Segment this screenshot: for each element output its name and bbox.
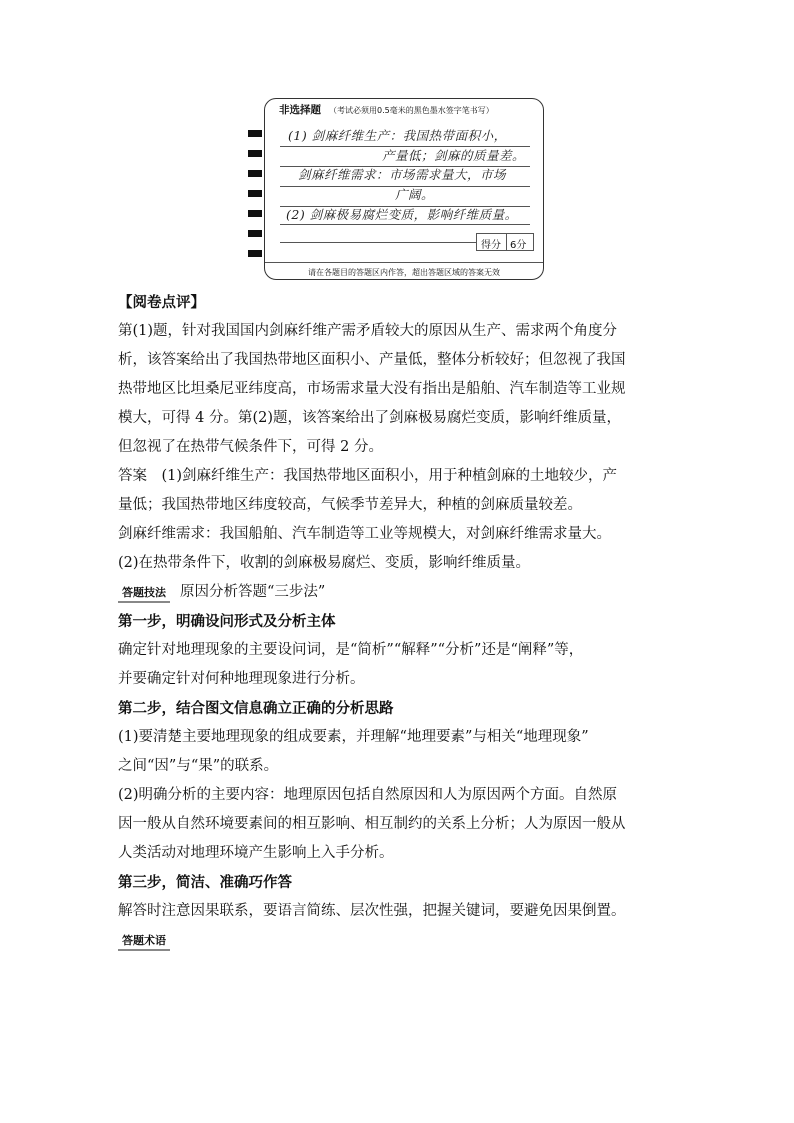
sheet-header bbox=[279, 102, 494, 117]
alignment-mark bbox=[248, 230, 262, 237]
sheet-title: 非选择题 bbox=[279, 104, 321, 116]
score-box bbox=[476, 233, 534, 251]
step3-line: 解答时注意因果联系，要语言简练、层次性强，把握关键词，要避免因果倒置。 bbox=[118, 903, 626, 919]
review-line: 热带地区比坦桑尼亚纬度高，市场需求量大没有指出是船舶、汽车制造等工业规 bbox=[118, 381, 626, 397]
score-divider bbox=[506, 234, 507, 250]
answer-line: 剑麻纤维需求：我国船舶、汽车制造等工业等规模大，对剑麻纤维需求量大。 bbox=[118, 526, 611, 542]
step2-line: (1)要清楚主要地理现象的组成要素，并理解“地理要素”与相关“地理现象” bbox=[118, 729, 589, 745]
method-title: 原因分析答题“三步法” bbox=[180, 584, 326, 600]
term-tag: 答题术语 bbox=[118, 933, 170, 951]
step3-title: 第三步，简洁、准确巧作答 bbox=[118, 874, 292, 891]
step1-line: 确定针对地理现象的主要设问词，是“简析”“解释”“分析”还是“阐释”等， bbox=[118, 642, 584, 658]
step2-title: 第二步，结合图文信息确立正确的分析思路 bbox=[118, 700, 394, 717]
term-heading bbox=[118, 926, 678, 955]
review-line: 第(1)题，针对我国国内剑麻纤维产需矛盾较大的原因从生产、需求两个角度分 bbox=[118, 323, 618, 339]
review-heading: 【阅卷点评】 bbox=[118, 294, 205, 311]
method-heading bbox=[118, 578, 678, 607]
review-line: 模大，可得 4 分。第(2)题，该答案给出了剑麻极易腐烂变质，影响纤维质量， bbox=[118, 410, 621, 426]
review-line: 析，该答案给出了我国热带地区面积小、产量低，整体分析较好；但忽视了我国 bbox=[118, 352, 626, 368]
alignment-mark bbox=[248, 210, 262, 217]
step2-line: (2)明确分析的主要内容：地理原因包括自然原因和人为原因两个方面。自然原 bbox=[118, 787, 618, 803]
alignment-mark bbox=[248, 130, 262, 137]
ruled-line bbox=[280, 242, 476, 243]
method-tag: 答题技法 bbox=[118, 585, 170, 603]
alignment-mark bbox=[248, 190, 262, 197]
step2-line: 之间“因”与“果”的联系。 bbox=[118, 758, 279, 774]
step2-line: 人类活动对地理环境产生影响上入手分析。 bbox=[118, 845, 394, 861]
handwriting-line: (2) 剑麻极易腐烂变质，影响纤维质量。 bbox=[286, 207, 518, 222]
score-label: 得分 bbox=[481, 240, 501, 251]
handwriting-line: 广阔。 bbox=[395, 187, 435, 202]
handwriting-line: 产量低；剑麻的质量差。 bbox=[382, 148, 526, 163]
sheet-footer-divider bbox=[265, 262, 543, 263]
answer-line: 量低；我国热带地区纬度较高，气候季节差异大，种植的剑麻质量较差。 bbox=[118, 497, 582, 513]
step2-line: 因一般从自然环境要素间的相互影响、相互制约的关系上分析；人为原因一般从 bbox=[118, 816, 626, 832]
step1-line: 并要确定针对何种地理现象进行分析。 bbox=[118, 671, 365, 687]
step1-title: 第一步，明确设问形式及分析主体 bbox=[118, 613, 336, 630]
answer-line: (2)在热带条件下，收割的剑麻极易腐烂、变质，影响纤维质量。 bbox=[118, 555, 531, 571]
handwriting-line: (1) 剑麻纤维生产：我国热带面积小， bbox=[288, 128, 507, 143]
review-section bbox=[118, 288, 678, 955]
alignment-marks bbox=[248, 130, 262, 270]
alignment-mark bbox=[248, 150, 262, 157]
sheet-footer: 请在各题目的答题区内作答，超出答题区域的答案无效 bbox=[308, 268, 500, 277]
alignment-mark bbox=[248, 250, 262, 257]
sheet-note: （考试必须用0.5毫米的黑色墨水签字笔书写） bbox=[329, 106, 494, 115]
answer-line: 答案 (1)剑麻纤维生产：我国热带地区面积小，用于种植剑麻的土地较少，产 bbox=[118, 468, 618, 484]
alignment-mark bbox=[248, 170, 262, 177]
review-line: 但忽视了在热带气候条件下，可得 2 分。 bbox=[118, 439, 383, 455]
ruled-line bbox=[280, 224, 530, 225]
handwriting-line: 剑麻纤维需求：市场需求量大，市场 bbox=[298, 167, 507, 182]
score-value: 6分 bbox=[510, 240, 527, 251]
